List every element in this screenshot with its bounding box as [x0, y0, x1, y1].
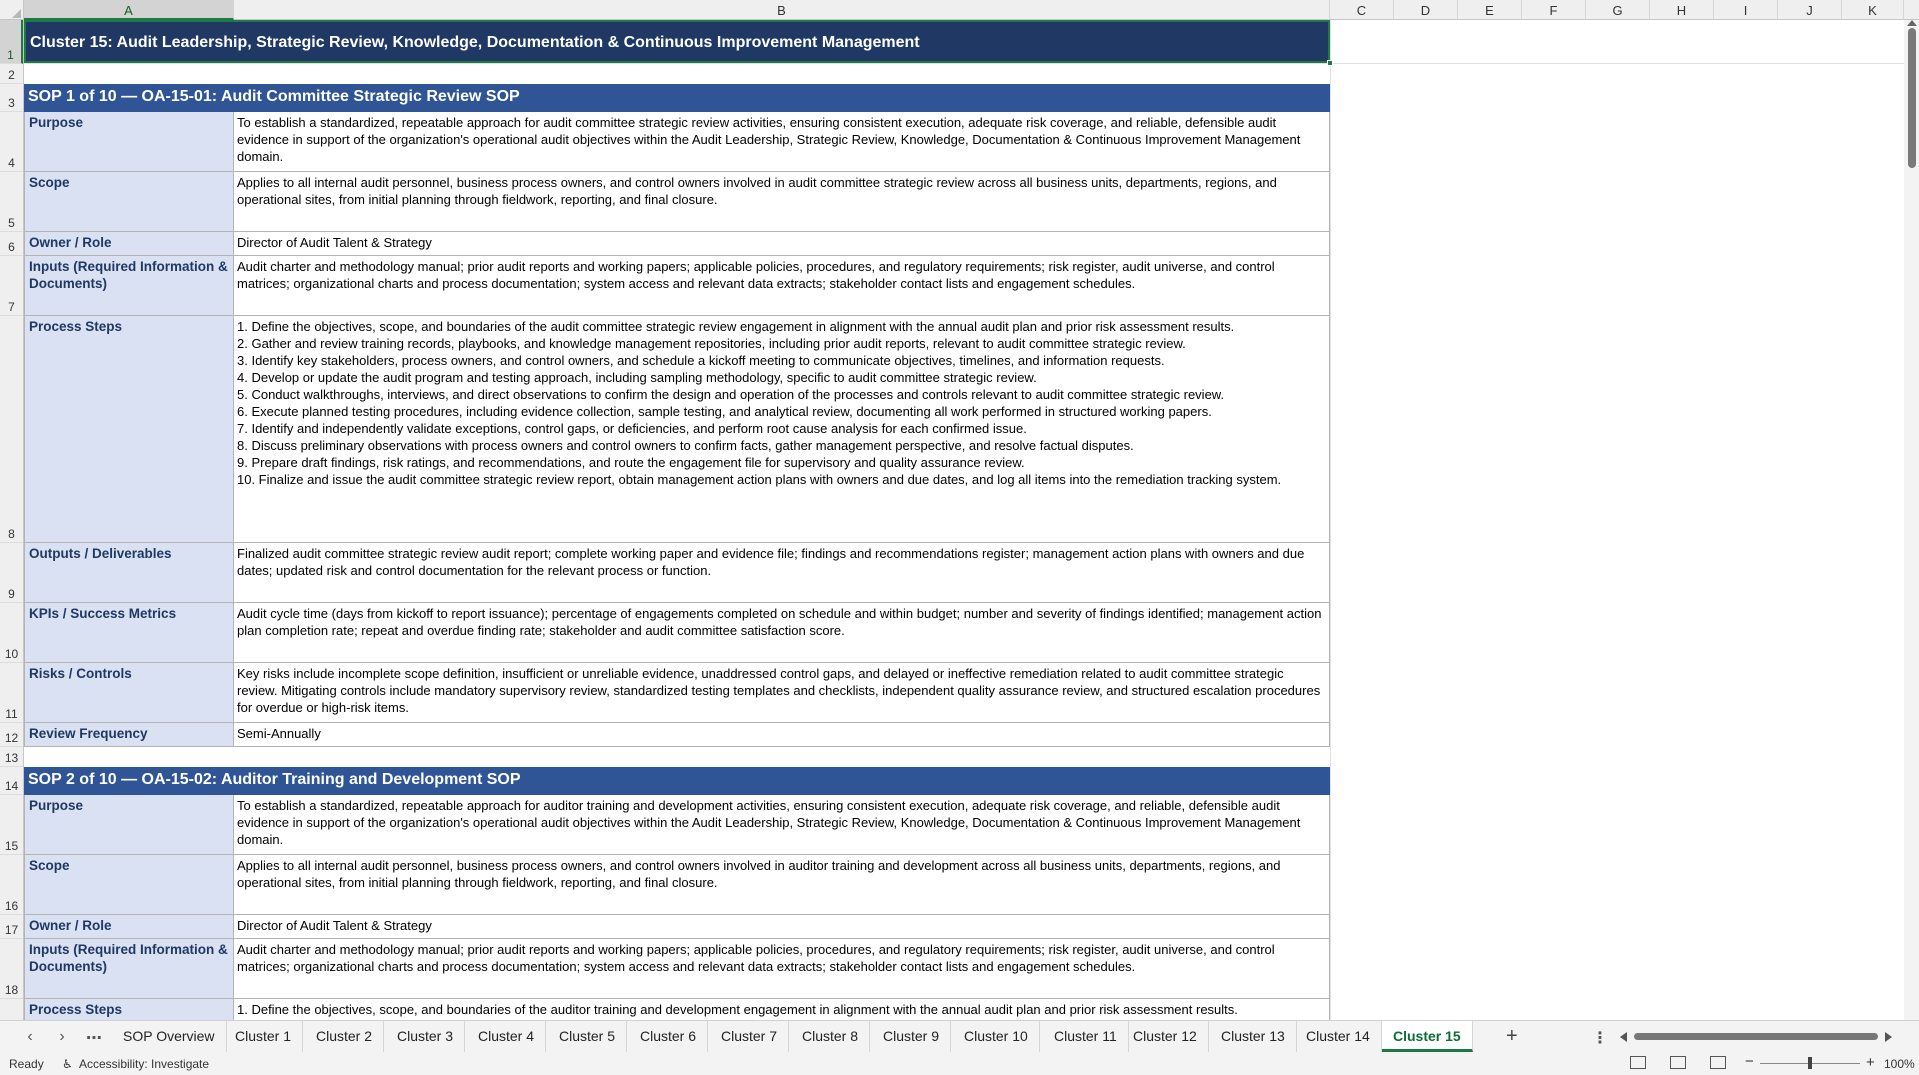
sheet-tab-cluster-5[interactable]: Cluster 5	[548, 1021, 627, 1052]
column-header-g[interactable]: G	[1586, 0, 1650, 20]
sop-2-steps-label[interactable]: Process Steps	[24, 999, 234, 1020]
vertical-scrollbar[interactable]	[1904, 20, 1919, 1020]
sop-2-scope-value[interactable]: Applies to all internal audit personnel, business process owners, and control owners involved in auditor training and development across all business units, departments, regions, and operational sites, from initial planning through fieldwork, reporting, and final closure.	[234, 855, 1330, 915]
status-bar	[0, 1052, 1919, 1075]
sop-1-purpose-value[interactable]: To establish a standardized, repeatable approach for audit committee strategic review activities, ensuring consistent execution, adequate risk coverage, and reliable, defensible audit evidence in support of the organization's operational audit objectives within the Audit Leadership, Strategic Review, Knowledge, Documentation & Continuous Improvement Management domain.	[234, 112, 1330, 172]
row-header-bar	[0, 20, 24, 1020]
row-header-4[interactable]: 4	[0, 112, 23, 172]
gridline	[1330, 20, 1331, 1020]
sheet-tab-cluster-9[interactable]: Cluster 9	[872, 1021, 951, 1052]
page-layout-view-icon[interactable]	[1670, 1056, 1686, 1069]
row-header-2[interactable]: 2	[0, 64, 23, 84]
sop-1-scope-value[interactable]: Applies to all internal audit personnel, business process owners, and control owners involved in audit committee strategic review across all business units, departments, regions, and operational sites, from initial planning through fieldwork, reporting, and final closure.	[234, 172, 1330, 232]
column-header-h[interactable]: H	[1650, 0, 1714, 20]
select-all-button[interactable]	[0, 0, 24, 20]
sop-1-header[interactable]: SOP 1 of 10 — OA-15-01: Audit Committee Strategic Review SOP	[24, 84, 1330, 112]
column-header-b[interactable]: B	[234, 0, 1330, 20]
column-header-d[interactable]: D	[1394, 0, 1458, 20]
sop-1-owner-label[interactable]: Owner / Role	[24, 232, 234, 256]
sheet-tab-cluster-10[interactable]: Cluster 10	[953, 1021, 1040, 1052]
sop-1-outputs-value[interactable]: Finalized audit committee strategic review audit report; complete working paper and evidence file; findings and recommendations register; management action plans with owners and due dates; updated risk and control documentation for the relevant process or function.	[234, 543, 1330, 603]
sheet-tab-cluster-13[interactable]: Cluster 13	[1210, 1021, 1297, 1052]
normal-view-icon[interactable]	[1630, 1056, 1646, 1069]
column-header-a[interactable]: A	[24, 0, 234, 20]
row-header-14[interactable]: 14	[0, 767, 23, 795]
column-header-j[interactable]: J	[1778, 0, 1842, 20]
row-header-18[interactable]: 18	[0, 939, 23, 999]
row-header-5[interactable]: 5	[0, 172, 23, 232]
row-header-11[interactable]: 11	[0, 663, 23, 723]
sop-1-frequency-label[interactable]: Review Frequency	[24, 723, 234, 747]
column-header-c[interactable]: C	[1330, 0, 1394, 20]
sheet-tab-cluster-12[interactable]: Cluster 12	[1122, 1021, 1209, 1052]
row-header-7[interactable]: 7	[0, 256, 23, 316]
row-header-8[interactable]: 8	[0, 316, 23, 543]
accessibility-icon[interactable]: ♿	[62, 1057, 73, 1071]
scroll-right-arrow-icon[interactable]	[1885, 1032, 1892, 1042]
sop-1-inputs-value[interactable]: Audit charter and methodology manual; prior audit reports and working papers; applicable policies, procedures, and regulatory requirements; risk register, audit universe, and control matrices; organizational charts and process documentation; system access and relevant data extracts; stakeholder contact lists and engagement schedules.	[234, 256, 1330, 316]
sop-2-steps-value[interactable]: 1. Define the objectives, scope, and boundaries of the auditor training and development engagement in alignment with the annual audit plan and prior risk assessment results.	[234, 999, 1330, 1020]
column-header-i[interactable]: I	[1714, 0, 1778, 20]
sheet-title-cell[interactable]: Cluster 15: Audit Leadership, Strategic Review, Knowledge, Documentation & Continuous Improvement Management	[24, 20, 1330, 63]
sheet-tab-cluster-6[interactable]: Cluster 6	[629, 1021, 708, 1052]
status-ready: Ready	[9, 1057, 44, 1071]
sheet-tab-cluster-15[interactable]: Cluster 15	[1382, 1021, 1473, 1052]
vertical-scroll-thumb[interactable]	[1908, 28, 1916, 168]
sop-1-owner-value[interactable]: Director of Audit Talent & Strategy	[234, 232, 1330, 256]
sop-2-purpose-label[interactable]: Purpose	[24, 795, 234, 855]
sheet-tab-cluster-11[interactable]: Cluster 11	[1043, 1021, 1129, 1052]
sheet-tab-cluster-2[interactable]: Cluster 2	[305, 1021, 384, 1052]
sop-1-inputs-label[interactable]: Inputs (Required Information & Documents)	[24, 256, 234, 316]
horizontal-scrollbar[interactable]	[1620, 1031, 1892, 1042]
sop-1-steps-label[interactable]: Process Steps	[24, 316, 234, 543]
column-header-bar	[0, 0, 1919, 20]
add-sheet-icon[interactable]: +	[1506, 1025, 1518, 1047]
row-header-17[interactable]: 17	[0, 915, 23, 939]
sheet-tab-sop-overview[interactable]: SOP Overview	[112, 1021, 227, 1052]
sop-1-outputs-label[interactable]: Outputs / Deliverables	[24, 543, 234, 603]
sheet-tab-bar	[0, 1020, 1919, 1052]
sop-1-steps-value[interactable]: 1. Define the objectives, scope, and boundaries of the audit committee strategic review engagement in alignment with the annual audit plan and prior risk assessment results. 2. Gather and review training records, playbooks, and knowledge management repositories, including prior audit reports, relevant to audit committee strategic review. 3. Identify key stakeholders, process owners, and control owners, and schedule a kickoff meeting to communicate objectives, timelines, and information requests. 4. Develop or update the audit program and testing approach, including sampling methodology, specific to audit committee strategic review. 5. Conduct walkthroughs, interviews, and direct observations to confirm the design and operation of the processes and controls relevant to audit committee strategic review. 6. Execute planned testing procedures, including evidence collection, sample testing, and analytical review, documenting all work performed in structured working papers. 7. Identify and independently validate exceptions, control gaps, or deficiencies, and perform root cause analysis for each confirmed issue. 8. Discuss preliminary observations with process owners and control owners to confirm facts, gather management perspective, and resolve factual disputes. 9. Prepare draft findings, risk ratings, and recommendations, and route the engagement file for supervisory and quality assurance review. 10. Finalize and issue the audit committee strategic review report, obtain management action plans with owners and due dates, and log all items into the remediation tracking system.	[234, 316, 1330, 543]
row-header-16[interactable]: 16	[0, 855, 23, 915]
next-sheet-icon[interactable]: ›	[59, 1028, 65, 1045]
row-header-10[interactable]: 10	[0, 603, 23, 663]
sop-2-owner-label[interactable]: Owner / Role	[24, 915, 234, 939]
gridline	[24, 63, 1904, 64]
column-header-f[interactable]: F	[1522, 0, 1586, 20]
prev-sheet-icon[interactable]: ‹	[27, 1028, 33, 1045]
page-break-view-icon[interactable]	[1710, 1056, 1726, 1069]
sheet-tab-cluster-4[interactable]: Cluster 4	[467, 1021, 546, 1052]
sheet-tab-cluster-14[interactable]: Cluster 14	[1295, 1021, 1382, 1052]
row-header-9[interactable]: 9	[0, 543, 23, 603]
sop-2-purpose-value[interactable]: To establish a standardized, repeatable approach for auditor training and development activities, ensuring consistent execution, adequate risk coverage, and reliable, defensible audit evidence in support of the organization's operational audit objectives within the Audit Leadership, Strategic Review, Knowledge, Documentation & Continuous Improvement Management domain.	[234, 795, 1330, 855]
row-header-1[interactable]: 1	[0, 20, 23, 64]
row-header-15[interactable]: 15	[0, 795, 23, 855]
more-sheets-icon[interactable]: ⋯	[86, 1030, 102, 1047]
sheet-tab-cluster-3[interactable]: Cluster 3	[386, 1021, 465, 1052]
column-header-e[interactable]: E	[1458, 0, 1522, 20]
row-header-13[interactable]: 13	[0, 747, 23, 767]
sop-2-inputs-value[interactable]: Audit charter and methodology manual; prior audit reports and working papers; applicable policies, procedures, and regulatory requirements; risk register, audit universe, and control matrices; organizational charts and process documentation; system access and relevant data extracts; stakeholder contact lists and engagement schedules.	[234, 939, 1330, 999]
sop-2-owner-value[interactable]: Director of Audit Talent & Strategy	[234, 915, 1330, 939]
row-header-12[interactable]: 12	[0, 723, 23, 747]
column-header-k[interactable]: K	[1842, 0, 1904, 20]
tab-options-icon[interactable]: ⋮	[1592, 1030, 1608, 1047]
accessibility-status[interactable]: Accessibility: Investigate	[79, 1057, 210, 1071]
scroll-up-arrow-icon[interactable]	[1907, 20, 1917, 26]
sheet-tab-cluster-8[interactable]: Cluster 8	[791, 1021, 870, 1052]
sheet-tab-cluster-1[interactable]: Cluster 1	[224, 1021, 303, 1052]
sop-2-header[interactable]: SOP 2 of 10 — OA-15-02: Auditor Training and Development SOP	[24, 767, 1330, 795]
zoom-slider-thumb[interactable]	[1808, 1057, 1812, 1069]
scroll-left-arrow-icon[interactable]	[1620, 1032, 1627, 1042]
sop-1-kpis-value[interactable]: Audit cycle time (days from kickoff to report issuance); percentage of engagements completed on schedule and within budget; number and severity of findings identified; management action plan completion rate; repeat and overdue finding rate; stakeholder and audit committee satisfaction score.	[234, 603, 1330, 663]
zoom-level[interactable]: 100%	[1884, 1057, 1915, 1071]
sop-1-frequency-value[interactable]: Semi-Annually	[234, 723, 1330, 747]
sop-1-risks-label[interactable]: Risks / Controls	[24, 663, 234, 723]
zoom-in-icon[interactable]: +	[1866, 1054, 1875, 1071]
sop-1-risks-value[interactable]: Key risks include incomplete scope definition, insufficient or unreliable evidence, unaddressed control gaps, and delayed or ineffective remediation related to audit committee strategic review. Mitigating controls include mandatory supervisory review, standardized testing templates and checklists, independent quality assurance review, and structured escalation procedures for overdue or high-risk items.	[234, 663, 1330, 723]
fill-handle[interactable]	[1327, 60, 1333, 66]
spreadsheet-grid[interactable]	[24, 20, 1904, 1020]
sop-2-scope-label[interactable]: Scope	[24, 855, 234, 915]
row-header-3[interactable]: 3	[0, 84, 23, 112]
sop-2-inputs-label[interactable]: Inputs (Required Information & Documents)	[24, 939, 234, 999]
sheet-tab-cluster-7[interactable]: Cluster 7	[710, 1021, 789, 1052]
sop-1-scope-label[interactable]: Scope	[24, 172, 234, 232]
row-header-6[interactable]: 6	[0, 232, 23, 256]
zoom-out-icon[interactable]: −	[1745, 1053, 1754, 1070]
sop-1-kpis-label[interactable]: KPIs / Success Metrics	[24, 603, 234, 663]
sop-1-purpose-label[interactable]: Purpose	[24, 112, 234, 172]
horizontal-scroll-thumb[interactable]	[1634, 1033, 1878, 1040]
